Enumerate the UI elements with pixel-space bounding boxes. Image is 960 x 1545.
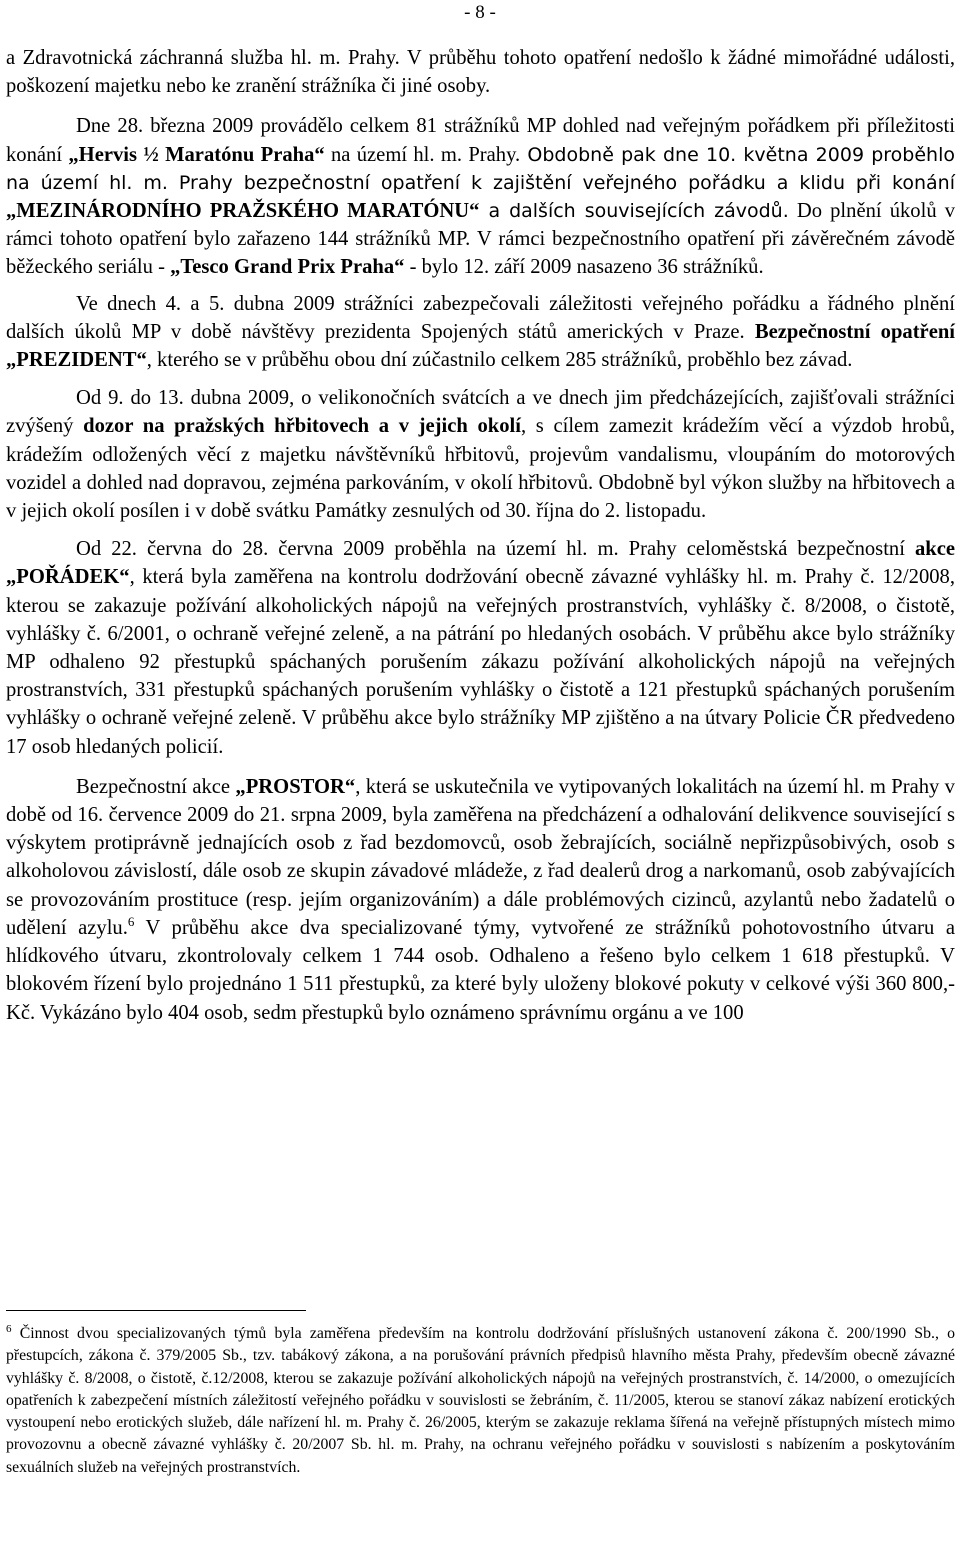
event-name-poradek: akce „POŘÁDEK“ xyxy=(6,538,955,589)
document-body xyxy=(6,44,955,1027)
text-run: na území hl. m. Prahy. xyxy=(324,143,521,166)
text-run: Od 9. do 13. dubna 2009, o velikonočních svátcích a ve dnech jim předcházejících, zajišťovali strážníci zvýšený xyxy=(6,387,955,438)
paragraph-1 xyxy=(6,44,955,100)
text-run: , kterého se v průběhu obou dní zúčastnilo celkem 285 strážníků, proběhlo bez závad. xyxy=(146,349,853,372)
event-name-hervis: „Hervis ½ Maratónu Praha“ xyxy=(68,143,325,166)
text-run: Dne 28. března 2009 provádělo celkem 81 strážníků MP dohled nad veřejným pořádkem při příležitosti konání xyxy=(6,115,955,166)
event-name-prostor: „PROSTOR“ xyxy=(235,775,356,798)
text-run: - bylo 12. září 2009 nasazeno 36 strážníků. xyxy=(404,256,764,279)
page-number: - 8 - xyxy=(464,2,496,23)
text-run: , s cílem zamezit krádežím věcí a výzdob hrobů, krádežím odložených věcí z majetku návštěvníků hřbitovů, projevům vandalismu, vloupáním do motorových vozidel a dohled nad dopravou, zejména parkováním, v okolí hřbitovů. Obdobně byl výkon služby na hřbitovech a v jejich okolí posílen i v době svátku Památky zesnulých od 30. října do 2. listopadu. xyxy=(6,415,955,523)
footnote-marker: 6 xyxy=(6,1323,12,1335)
paragraph-3 xyxy=(6,290,955,375)
text-run: , která byla zaměřena na kontrolu dodržování obecně závazné vyhlášky hl. m. Prahy č. 12/2008, kterou se zakazuje požívání alkoholických nápojů na veřejných prostranstvích, vyhlášky č. 8/2008, o čistotě, vyhlášky č. 6/2001, o ochraně veřejné zeleně, a na pátrání po hledaných osobách. V průběhu akce bylo strážníky MP odhaleno 92 přestupků spáchaných porušením zákazu požívání alkoholických nápojů na veřejných prostranstvích, 331 přestupků spáchaných porušením vyhlášky o čistotě a 121 přestupků spáchaných porušením vyhlášky o ochraně veřejné zeleně. V průběhu akce bylo strážníky MP zjištěno a na útvary Policie ČR předvedeno 17 osob hledaných policií. xyxy=(6,566,955,758)
text-run: V průběhu akce dva specializované týmy, vytvořené ze strážníků pohotovostního útvaru a hlídkového útvaru, zkontrolovaly celkem 1 744 osob. Odhaleno a řešeno bylo celkem 1 618 přestupků. V blokovém řízení bylo projednáno 1 511 přestupků, za které byly uloženy blokové pokuty v celkové výši 360 800,- Kč. Vykázáno bylo 404 osob, sedm přestupků bylo oznámeno správnímu orgánu a ve 100 xyxy=(6,916,955,1024)
event-name-marathon: „MEZINÁRODNÍHO PRAŽSKÉHO MARATÓNU“ xyxy=(6,200,480,223)
paragraph-2 xyxy=(6,112,955,281)
text-run: Bezpečnostní akce xyxy=(76,775,236,798)
footnote-reference: 6 xyxy=(127,913,135,929)
text-run: V rámci bezpečnostního opatření při závěrečném závodě běžeckého seriálu - xyxy=(6,228,956,279)
event-name-prezident: Bezpečnostní opatření „PREZIDENT“ xyxy=(6,320,956,372)
text-run: a dalších souvisejících závodů. xyxy=(479,200,789,223)
text-run: Obdobně pak dne 10. května 2009 proběhlo na území hl. m. Prahy bezpečnostní opatření k zajištění veřejného pořádku a klidu při konání xyxy=(6,143,956,194)
event-name-cemetery: dozor na pražských hřbitovech a v jejich okolí xyxy=(83,415,521,438)
text-run: Ve dnech 4. a 5. dubna 2009 strážníci zabezpečovali záležitosti veřejného pořádku a řádného plnění dalších úkolů MP v době návštěvy prezidenta Spojených států amerických v Praze. xyxy=(6,292,955,343)
text-run: Do plnění úkolů v rámci tohoto opatření bylo zařazeno 144 strážníků MP. xyxy=(6,200,955,251)
footnote-separator xyxy=(6,1310,306,1311)
event-name-tesco: „Tesco Grand Prix Praha“ xyxy=(170,256,405,279)
text-run: a Zdravotnická záchranná služba hl. m. Prahy. V průběhu tohoto opatření nedošlo k žádné mimořádné události, poškození majetku nebo ke zranění strážníka či jiné osoby. xyxy=(6,47,955,98)
text-run: Od 22. června do 28. června 2009 proběhla na území hl. m. Prahy celoměstská bezpečnostní xyxy=(76,538,915,561)
paragraph-6 xyxy=(6,773,955,1027)
footnote-text: Činnost dvou specializovaných týmů byla zaměřena především na kontrolu dodržování příslušných ustanovení zákona č. 200/1990 Sb., o přestupcích, zákona č. 379/2005 Sb., tzv. tabákový zákona, a na porušování právních předpisů hlavního města Prahy, především obecně závazné vyhlášky č. 8/2008, o čistotě, č.12/2008, kterou se zakazuje požívání alkoholických nápojů na veřejných prostranstvích, č. 14/2000, o omezujících opatřeních k zabezpečení místních záležitostí veřejného pořádku v souvislosti se žebráním, č. 11/2005, kterou se stanoví zákaz nabízení erotických vystoupení nebo erotických služeb, dále nařízení hl. m. Prahy č. 26/2005, kterým se zakazuje reklama šířená na veřejně přístupných místech mimo provozovnu a obecně závazné vyhlášky č. 20/2007 Sb. hl. m. Prahy, na ochranu veřejného pořádku v souvislosti s nabízením a poskytováním sexuálních služeb na veřejných prostranstvích. xyxy=(6,1325,955,1476)
paragraph-5 xyxy=(6,535,955,761)
paragraph-4 xyxy=(6,384,955,525)
footnote xyxy=(6,1323,955,1479)
text-run: , která se uskutečnila ve vytipovaných lokalitách na území hl. m Prahy v době od 16. července 2009 do 21. srpna 2009, byla zaměřena na předcházení a odhalování delikvence související s výskytem protiprávně jednajících osob z řad bezdomovců, osob žebrajících, sociálně nepřizpůsobivých, osob s alkoholovou závislostí, dále osob ze skupin závadové mládeže, z řad dealerů drog a narkomanů, osob zabývajících se provozováním prostituce (resp. jejím organizováním) a dále problémových cizinců, azylantů nebo žadatelů o udělení azylu. xyxy=(6,775,955,939)
